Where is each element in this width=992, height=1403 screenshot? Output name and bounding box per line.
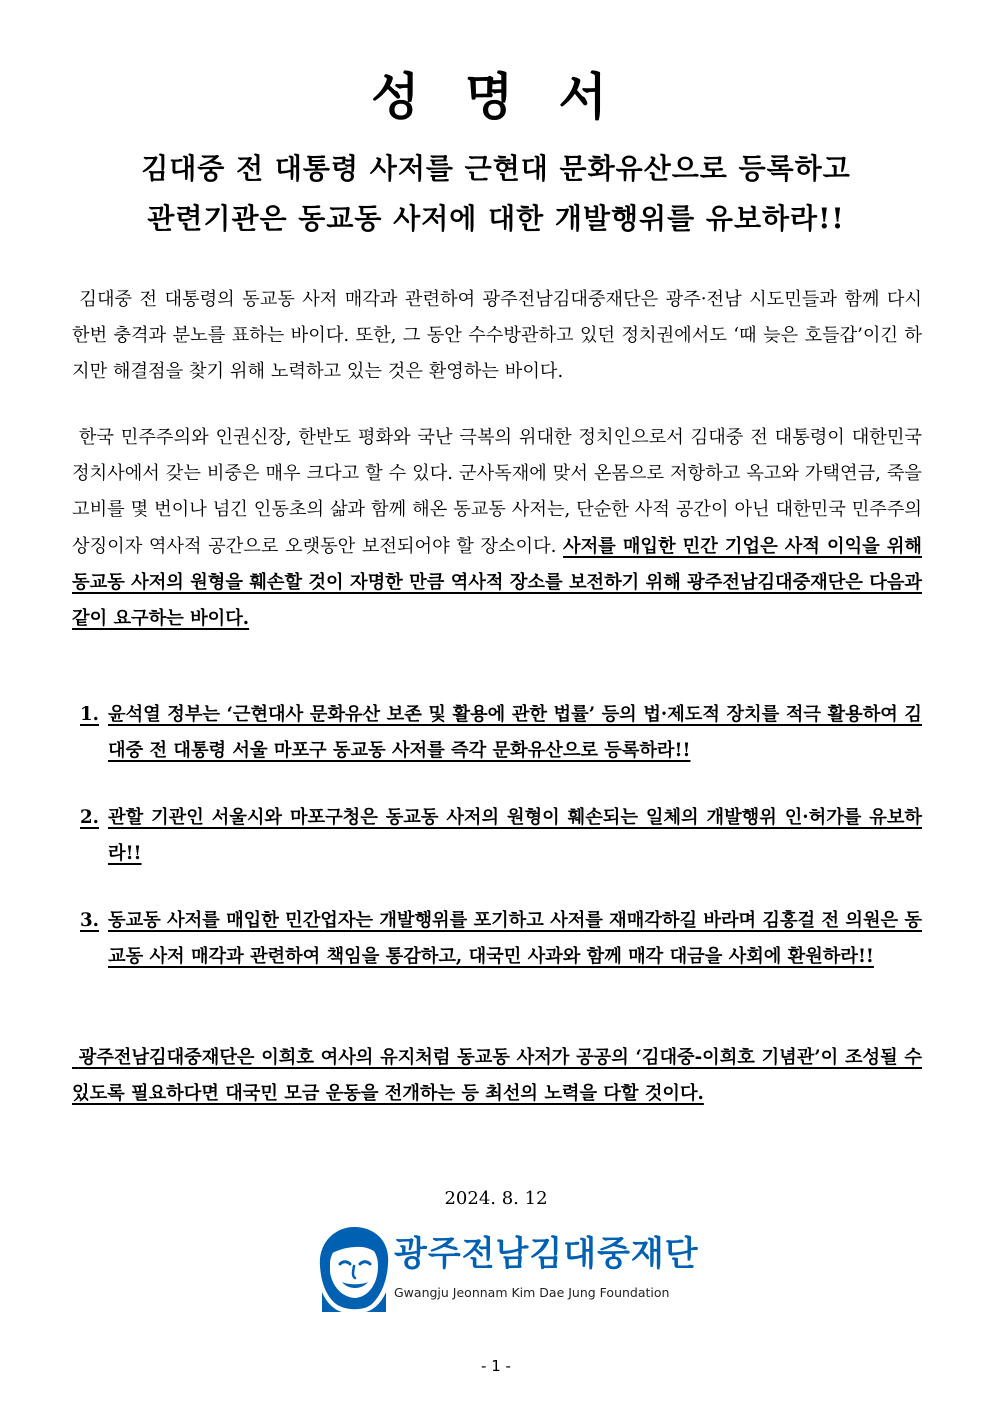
paragraph-1 <box>72 282 922 391</box>
subtitle-line-2: 관련기관은 동교동 사저에 대한 개발행위를 유보하라!! <box>147 202 845 235</box>
paragraph-2-text: 한국 민주주의와 인권신장, 한반도 평화와 국난 극복의 위대한 정치인으로서 김대중 전 대통령이 대한민국 정치사에서 갖는 비중은 매우 크다고 할 수 있다. 군사독재에 맞서 온몸으로 저항하고 옥고와 가택연금, 죽을 고비를 몇 번이나 넘긴 인동초의 삶과 함께 해온 동교동 사저는, 단순한 사적 공간이 아닌 대한민국 민주주의 상징이자 역사적 공간으로 오랫동안 보전되어야 할 장소이다. <box>72 427 922 557</box>
demand-text: 관할 기관인 서울시와 마포구청은 동교동 사저의 원형이 훼손되는 일체의 개발행위 인·허가를 유보하라!! <box>108 807 922 865</box>
subtitle-line-1: 김대중 전 대통령 사저를 근현대 문화유산으로 등록하고 <box>141 152 851 185</box>
logo-english-name: Gwangju Jeonnam Kim Dae Jung Foundation <box>394 1285 670 1300</box>
paragraph-1-text: 김대중 전 대통령의 동교동 사저 매각과 관련하여 광주전남김대중재단은 광주·전남 시도민들과 함께 다시 한번 충격과 분노를 표하는 바이다. 또한, 그 동안 수수방관하고 있던 정치권에서도 ‘때 늦은 호들갑’이긴 하지만 해결점을 찾기 위해 노력하고 있는 것은 환영하는 바이다. <box>72 289 922 383</box>
demand-text: 윤석열 정부는 ‘근현대사 문화유산 보존 및 활용에 관한 법률’ 등의 법·제도적 장치를 적극 활용하여 김대중 전 대통령 서울 마포구 동교동 사저를 즉각 문화유산으로 등록하라!! <box>108 704 922 762</box>
page-number: - 1 - <box>481 1357 511 1375</box>
demand-number: 3. <box>80 910 99 931</box>
demand-number: 2. <box>80 807 99 828</box>
document-title: 성 명 서 <box>371 68 621 126</box>
paragraph-2 <box>72 420 922 637</box>
portrait-logo-icon <box>312 1222 396 1312</box>
demand-item-3 <box>80 903 922 975</box>
foundation-logo <box>312 1222 699 1312</box>
demand-number: 1. <box>80 704 99 725</box>
demand-item-1 <box>80 697 922 769</box>
closing-text: 광주전남김대중재단은 이희호 여사의 유지처럼 동교동 사저가 공공의 ‘김대중-이희호 기념관’이 조성될 수 있도록 필요하다면 대국민 모금 운동을 전개하는 등 최선의 노력을 다할 것이다. <box>72 1047 922 1105</box>
logo-korean-name: 광주전남김대중재단 <box>394 1234 699 1274</box>
closing-paragraph <box>72 1040 922 1112</box>
demand-text: 동교동 사저를 매입한 민간업자는 개발행위를 포기하고 사저를 재매각하길 바라며 김홍걸 전 의원은 동교동 사저 매각과 관련하여 책임을 통감하고, 대국민 사과와 함께 매각 대금을 사회에 환원하라!! <box>108 910 922 968</box>
statement-date: 2024. 8. 12 <box>444 1188 548 1209</box>
paragraph-2-emphasis: 사저를 매입한 민간 기업은 사적 이익을 위해 동교동 사저의 원형을 훼손할 것이 자명한 만큼 역사적 장소를 보전하기 위해 광주전남김대중재단은 다음과 같이 요구하는 바이다. <box>72 535 922 630</box>
demand-item-2 <box>80 800 922 872</box>
